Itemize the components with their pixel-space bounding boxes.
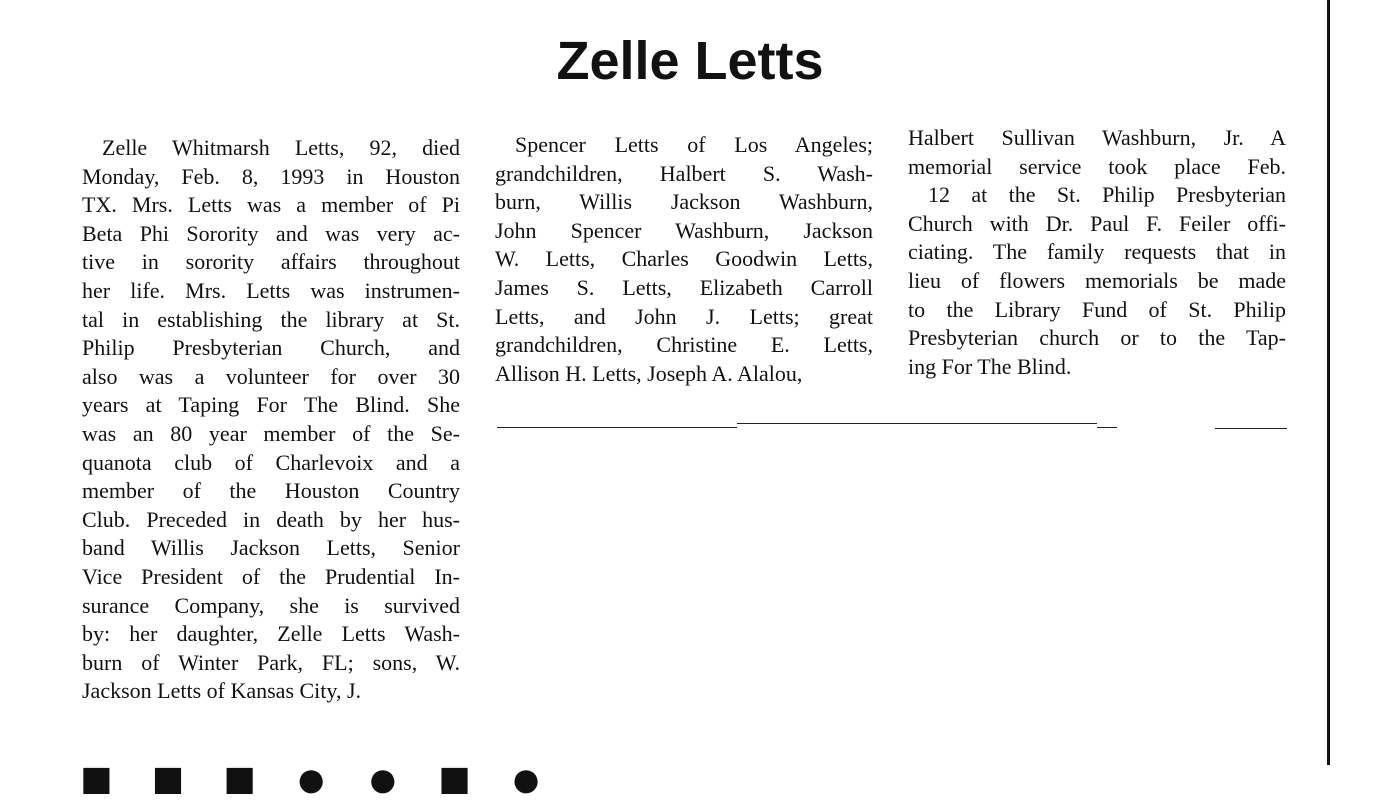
- text-line: Vice President of the Prudential In-: [82, 563, 460, 589]
- text-line: Spencer Letts of Los Angeles;: [515, 132, 873, 157]
- text-line: Church with Dr. Paul F. Feiler offi-: [908, 210, 1286, 236]
- text-line: surance Company, she is survived: [82, 592, 460, 618]
- text-line: lieu of flowers memorials be made: [908, 267, 1286, 293]
- text-line: grandchildren, Christine E. Letts,: [495, 332, 873, 358]
- text-line: John Spencer Washburn, Jackson: [495, 217, 873, 243]
- text-line: Presbyterian church or to the Tap-: [908, 325, 1286, 351]
- text-line: to the Library Fund of St. Philip: [908, 296, 1286, 322]
- text-line: W. Letts, Charles Goodwin Letts,: [495, 246, 873, 272]
- text-line: also was a volunteer for over 30: [82, 363, 460, 389]
- text-line: was an 80 year member of the Se-: [82, 420, 460, 446]
- text-line: Letts, and John J. Letts; great: [495, 303, 873, 329]
- text-line: member of the Houston Country: [82, 478, 460, 504]
- page-edge-border: [1327, 0, 1330, 765]
- text-line: TX. Mrs. Letts was a member of Pi: [82, 192, 460, 218]
- text-line: memorial service took place Feb.: [908, 153, 1286, 179]
- text-line: James S. Letts, Elizabeth Carroll: [495, 274, 873, 300]
- text-line: Beta Phi Sorority and was very ac-: [82, 220, 460, 246]
- next-article-headline-fragment: ■ ■ ■ ● ● ■ ●: [80, 749, 555, 809]
- column-rule: [1097, 427, 1117, 428]
- text-line: Club. Preceded in death by her hus-: [82, 506, 460, 532]
- column-rule: [1215, 428, 1287, 429]
- text-line: Halbert Sullivan Washburn, Jr. A: [908, 125, 1286, 150]
- text-line: quanota club of Charlevoix and a: [82, 449, 460, 475]
- text-line: years at Taping For The Blind. She: [82, 392, 460, 418]
- text-line: her life. Mrs. Letts was instrumen-: [82, 277, 460, 303]
- text-line: Philip Presbyterian Church, and: [82, 335, 460, 361]
- text-line: tal in establishing the library at St.: [82, 306, 460, 332]
- text-line: burn, Willis Jackson Washburn,: [495, 189, 873, 215]
- text-line: ing For The Blind.: [908, 353, 1072, 379]
- text-line: ciating. The family requests that in: [908, 239, 1286, 265]
- article-column-3: [908, 124, 1286, 381]
- column-rule: [497, 427, 737, 428]
- column-rule: [737, 423, 1097, 424]
- text-line: burn of Winter Park, FL; sons, W.: [82, 649, 460, 675]
- text-line: tive in sorority affairs throughout: [82, 249, 460, 275]
- text-line: Zelle Whitmarsh Letts, 92, died: [102, 135, 460, 160]
- text-line: grandchildren, Halbert S. Wash-: [495, 160, 873, 186]
- obituary-headline: Zelle Letts: [556, 31, 824, 91]
- text-line: Allison H. Letts, Joseph A. Alalou,: [495, 360, 803, 386]
- text-line: Monday, Feb. 8, 1993 in Houston: [82, 163, 460, 189]
- article-column-1: [82, 134, 460, 706]
- text-line: by: her daughter, Zelle Letts Wash-: [82, 621, 460, 647]
- text-line: Jackson Letts of Kansas City, J.: [82, 678, 362, 704]
- article-column-2: [495, 131, 873, 388]
- text-line: band Willis Jackson Letts, Senior: [82, 535, 460, 561]
- text-line: 12 at the St. Philip Presbyterian: [928, 182, 1286, 208]
